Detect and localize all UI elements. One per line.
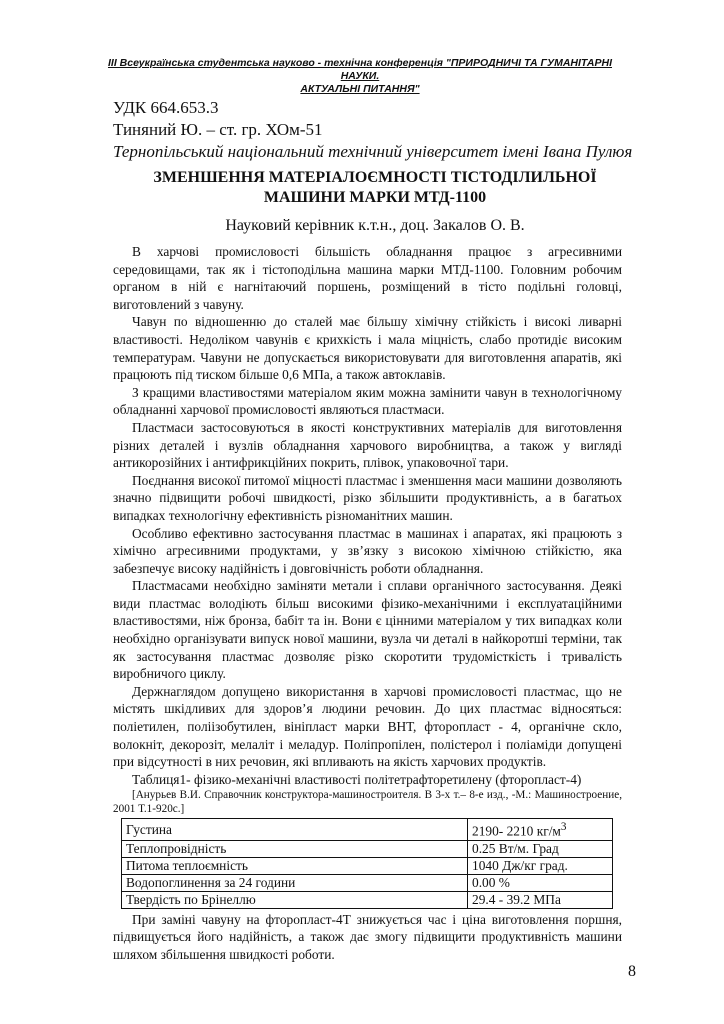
article-title bbox=[110, 168, 640, 208]
property-name: Густина bbox=[122, 819, 468, 840]
body-paragraph: З кращими властивостями матеріалом яким можна замінити чавун в технологічному обладнанні харчової промисловості являються пластмаси. bbox=[113, 384, 622, 418]
body-paragraph: Поєднання високої питомої міцності пластмас і зменшення маси машини дозволяють значно підвищити робочі швидкості, різко збільшити продуктивність, а в багатьох випадках технологічну ефективність різноманітних машин. bbox=[113, 472, 622, 523]
body-paragraph: Особливо ефективно застосування пластмас в машинах і апаратах, які працюють з хімічно агресивними продуктами, у зв’язку з високою хімічною стійкістю, яка забезпечує високу надійність і довговічність роботи обладнання. bbox=[113, 525, 622, 576]
table-caption: Таблиця1- фізико-механічні властивості політетрафторетилену (фторопласт-4) bbox=[132, 771, 582, 787]
title-line1: ЗМЕНШЕННЯ МАТЕРІАЛОЄМНОСТІ ТІСТОДІЛИЛЬНОЇ bbox=[153, 169, 597, 186]
properties-table bbox=[121, 818, 613, 908]
property-value: 0.25 Вт/м. Град bbox=[468, 840, 613, 857]
table-row bbox=[122, 891, 613, 908]
body-paragraph: Держнаглядом допущено використання в харчові промисловості пластмас, що не містять шкідливих для здоров’я людини речовин. До цих пластмас відносяться: поліетилен, поліізобутилен, вініпласт марки ВНТ, фторопласт - 4, органічне скло, волокніт, декорозіт, мелаліт і меладур. Поліпропілен, полістерол і поліаміди допущені при відсутності в них речовин, які впливають на якість харчових продуктів. bbox=[113, 683, 622, 770]
university-name: Тернопільський національний технічний університет імені Івана Пулюя bbox=[113, 142, 633, 161]
property-value: 29.4 - 39.2 МПа bbox=[468, 891, 613, 908]
conference-header bbox=[100, 57, 620, 96]
conference-header-line2: АКТУАЛЬНІ ПИТАННЯ" bbox=[300, 83, 420, 95]
title-line2: МАШИНИ МАРКИ МТД-1100 bbox=[263, 189, 487, 206]
property-value-text: 2190- 2210 кг/м bbox=[472, 823, 561, 839]
property-value bbox=[468, 819, 613, 840]
property-name: Твердість по Брінеллю bbox=[122, 891, 468, 908]
body-paragraph: Пластмасами необхідно заміняти метали і сплави органічного застосування. Деякі види пластмас володіють більш високими фізико-механічними і експлуатаційними властивостями, ніж бронза, бабіт та ін. Вони є цінними матеріалом у тих випадках коли необхідно організувати випуск нової машини, вузла чи деталі в найкоротші терміни, так як застосування пластмас дозволяє різко скоротити трудомісткість і тривалість виробничого циклу. bbox=[113, 578, 622, 682]
udc-code: УДК 664.653.3 bbox=[113, 98, 219, 117]
author-line: Тиняний Ю. – ст. гр. ХОм-51 bbox=[113, 120, 323, 139]
table-row bbox=[122, 819, 613, 840]
table-source: [Анурьев В.И. Справочник конструктора-машиностроителя. В 3-х т.– 8-е изд., -М.: Машиностроение, 2001 Т.1-920с.] bbox=[113, 789, 622, 816]
conference-header-line1: ІІІ Всеукраїнська студентська науково - технічна конференція "ПРИРОДНИЧІ ТА ГУМАНІТАРНІ НАУКИ. bbox=[107, 57, 613, 82]
unit-superscript: 3 bbox=[560, 821, 567, 834]
property-name: Теплопровідність bbox=[122, 840, 468, 857]
property-value: 1040 Дж/кг град. bbox=[468, 857, 613, 874]
property-name: Водопоглинення за 24 години bbox=[122, 874, 468, 891]
page-number: 8 bbox=[628, 963, 636, 980]
body-paragraph: В харчові промисловості більшість обладнання працює з агресивними середовищами, так як і тістоподільна машина марки МТД-1100. Головним робочим органом в ній є нагнітаючий поршень, розміщений в тісто подільні головці, виготовлений з чавуну. bbox=[113, 244, 622, 312]
body-paragraph: Чавун по відношенню до сталей має більшу хімічну стійкість і високі ливарні властивості. Недоліком чавунів є крихкість і мала міцність, слабо протидіє високим температурам. Чавуни не допускається використовувати для виготовлення апаратів, які працюють під тиском більше 0,6 МПа, а також автоклавів. bbox=[113, 314, 622, 383]
article-meta bbox=[113, 97, 632, 163]
article-body bbox=[113, 243, 622, 964]
table-row bbox=[122, 874, 613, 891]
property-name: Питома теплоємність bbox=[122, 857, 468, 874]
property-value: 0.00 % bbox=[468, 874, 613, 891]
supervisor-line: Науковий керівник к.т.н., доц. Закалов О. В. bbox=[225, 217, 525, 234]
conclusion-paragraph: При заміні чавуну на фторопласт-4Т знижується час і ціна виготовлення поршня, підвищується його надійність, а також дає змогу підвищити продуктивність машини шляхом збільшення швидкості роботи. bbox=[113, 911, 622, 963]
body-paragraph: Пластмаси застосовуються в якості конструктивних матеріалів для виготовлення різних деталей і вузлів обладнання харчового виробництва, а також у вигляді антикорозійних і антифрикційних покрить, плівок, упаковочної тари. bbox=[113, 419, 622, 471]
table-row bbox=[122, 840, 613, 857]
table-row bbox=[122, 857, 613, 874]
